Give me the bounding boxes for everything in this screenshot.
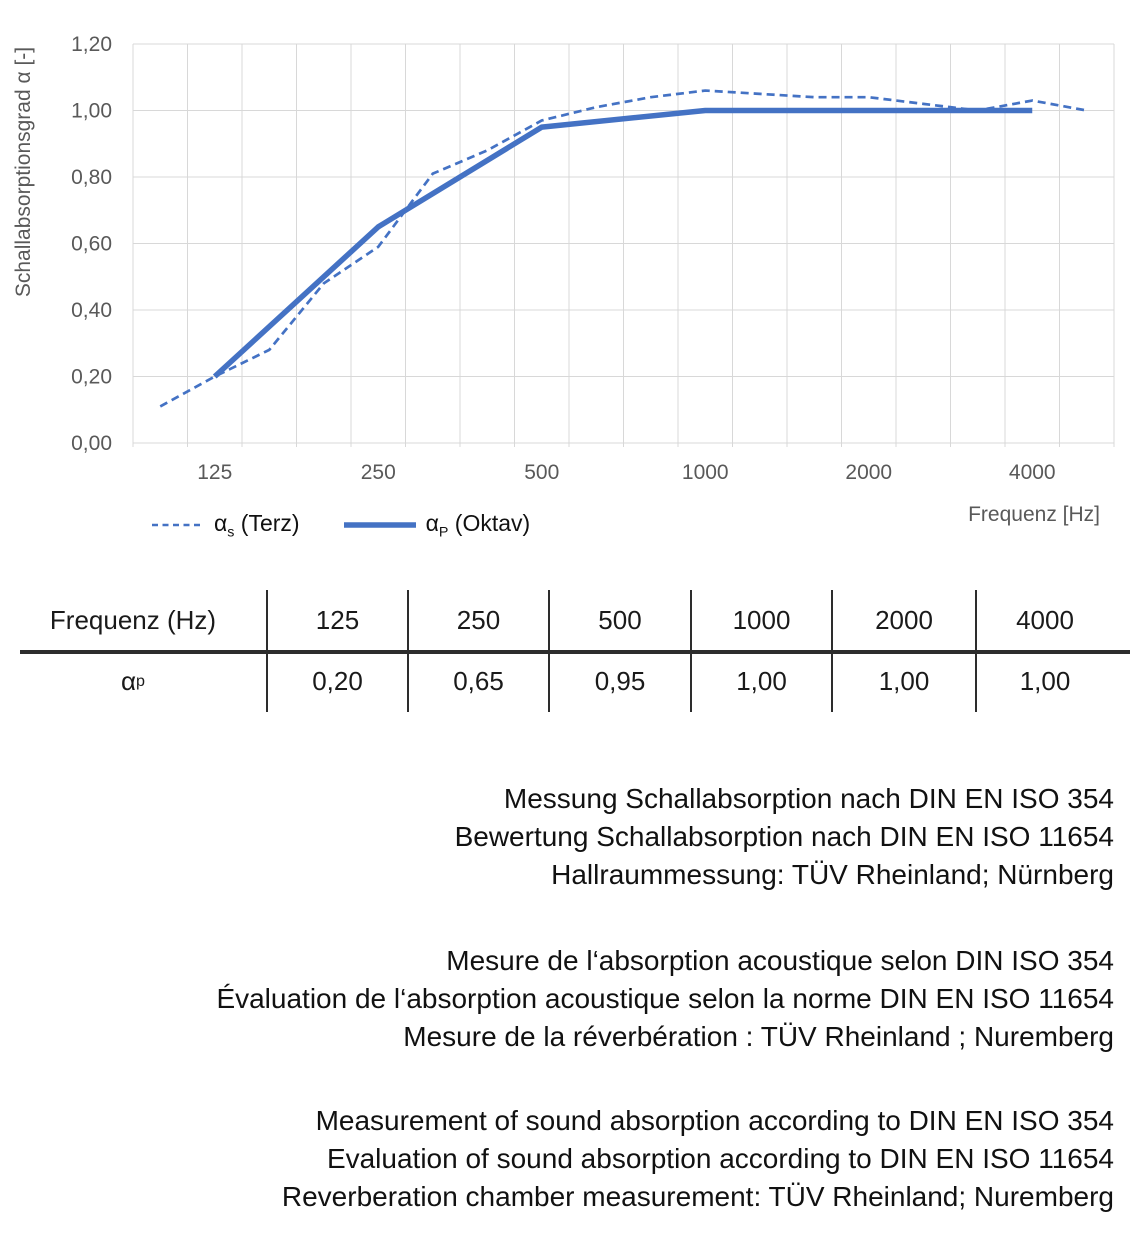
x-tick-label: 125 <box>197 461 233 484</box>
y-tick-label: 0,20 <box>71 365 112 389</box>
y-tick-label: 0,40 <box>71 299 112 322</box>
x-axis-title: Frequenz [Hz] <box>968 503 1100 526</box>
note-line: Measurement of sound absorption according to DIN EN ISO 354 <box>315 1105 1114 1136</box>
table-value-4000: 1,00 <box>1019 666 1071 696</box>
x-tick-label: 2000 <box>845 461 893 484</box>
legend-label-terz <box>214 510 300 541</box>
note-french <box>216 942 1114 1056</box>
note-english <box>282 1102 1114 1216</box>
legend-item-terz <box>152 510 300 541</box>
table-header-1000: 1000 <box>692 590 833 651</box>
y-tick-label: 1,00 <box>71 99 112 123</box>
note-german <box>455 780 1114 894</box>
table-header-4000: 4000 <box>1016 605 1074 635</box>
table-value-2000: 1,00 <box>833 651 977 712</box>
alpha-symbol: α <box>121 666 137 696</box>
absorption-chart <box>0 0 1135 500</box>
dashed-line-swatch <box>152 521 204 529</box>
chart-gridlines <box>133 44 1114 447</box>
chart-legend <box>152 510 530 541</box>
legend-item-oktav <box>344 510 531 541</box>
x-tick-label: 1000 <box>681 461 729 484</box>
alpha-symbol: α <box>214 510 228 536</box>
alpha-subscript: P <box>438 524 449 541</box>
alpha-subscript: s <box>227 524 235 541</box>
note-line: Messung Schallabsorption nach DIN EN ISO 354 <box>503 783 1114 814</box>
legend-text: (Terz) <box>234 510 300 536</box>
legend-text: (Oktav) <box>448 510 531 536</box>
x-tick-label: 250 <box>360 461 396 484</box>
table-row-label <box>0 651 268 712</box>
table-divider-rule <box>20 650 1130 654</box>
note-line: Évaluation de l‘absorption acoustique selon la norme DIN EN ISO 11654 <box>216 983 1114 1014</box>
note-line: Hallraummessung: TÜV Rheinland; Nürnberg <box>551 859 1114 890</box>
note-line: Bewertung Schallabsorption nach DIN EN ISO 11654 <box>454 821 1114 852</box>
table-value-500: 0,95 <box>550 651 692 712</box>
note-line: Evaluation of sound absorption according to DIN EN ISO 11654 <box>326 1143 1114 1174</box>
solid-line-swatch <box>344 521 416 529</box>
x-tick-label: 4000 <box>1008 461 1056 484</box>
note-line: Mesure de la réverbération : TÜV Rheinland ; Nuremberg <box>403 1021 1114 1052</box>
table-value-125: 0,20 <box>268 651 409 712</box>
table-header-250: 250 <box>409 590 550 651</box>
y-tick-label: 1,20 <box>71 33 112 56</box>
note-line: Reverberation chamber measurement: TÜV Rheinland; Nuremberg <box>281 1181 1114 1212</box>
table-header-2000: 2000 <box>833 590 977 651</box>
table-value-1000: 1,00 <box>692 651 833 712</box>
legend-label-oktav <box>426 510 531 541</box>
table-header-frequency: Frequenz (Hz) <box>0 590 268 651</box>
alpha-symbol: α <box>425 510 439 536</box>
y-tick-label: 0,60 <box>71 232 112 256</box>
alpha-subscript: p <box>136 672 145 690</box>
table-header-500: 500 <box>550 590 692 651</box>
y-tick-label: 0,80 <box>71 166 112 189</box>
axis-tick-labels <box>71 33 1055 484</box>
y-axis-title: Schallabsorptionsgrad α [-] <box>12 46 35 298</box>
table-value-250: 0,65 <box>409 651 550 712</box>
table-header-125: 125 <box>268 590 409 651</box>
x-tick-label: 500 <box>524 461 560 484</box>
note-line: Mesure de l‘absorption acoustique selon DIN ISO 354 <box>446 945 1114 976</box>
y-tick-label: 0,00 <box>71 432 112 455</box>
